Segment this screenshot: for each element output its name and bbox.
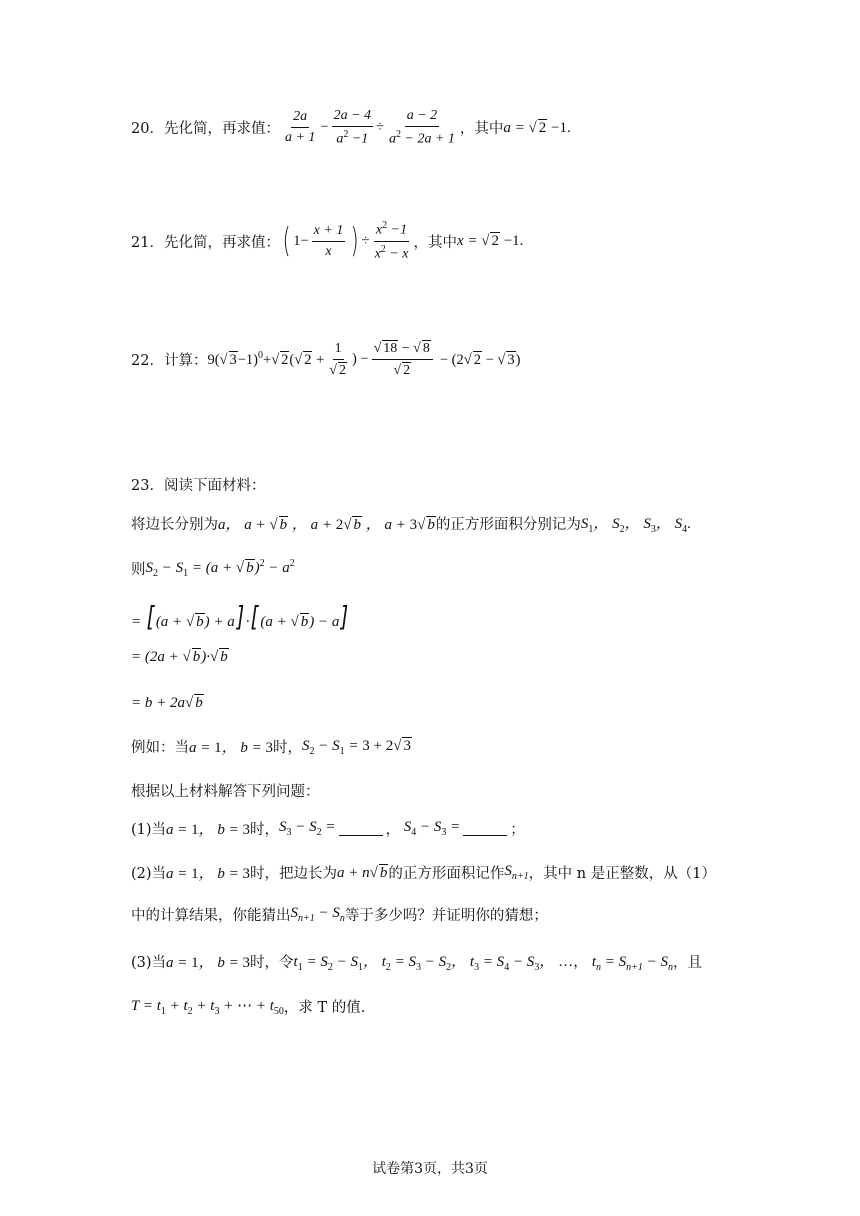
q23-p2-line2-b: 等于多少吗？并证明你的猜想； xyxy=(344,908,548,924)
q23-then: 则 xyxy=(131,562,146,578)
q23-step4: = b + 2a√ b xyxy=(131,695,203,711)
q23-example-when: 时， xyxy=(273,740,302,756)
q23-part2-line2: 中的计算结果，你能猜出 $S_{n+1} - S_n$ 等于多少吗？并证明你的猜想； xyxy=(131,905,548,924)
q23-p3-when: 时，令 xyxy=(250,955,294,971)
q23-line1-prefix: 将边长分别为 xyxy=(131,517,218,533)
q23-answer-intro: 根据以上材料解答下列问题： xyxy=(131,784,320,800)
q22-fraction-1: $\frac{1}{√ 2}$ xyxy=(329,340,346,378)
q20-prefix: 20．先化简，再求值： xyxy=(131,121,280,138)
question-22: 22．计算： 9(√ 3−1)$^0$+√ 2(√ 2 + $\frac{1}{√ 2}$ ) − $\frac{√ 18 - √ 8}{√ 2}$ − (2√ 2 − √ 3) xyxy=(131,340,521,378)
answer-blank-2[interactable] xyxy=(463,821,507,836)
q21-condition: x = √ 2 −1. xyxy=(456,233,524,250)
q23-part2-line1: (2)当 a = 1， b = 3 时，把边长为 a + n√ b 的正方形面积记作 $S_{n+1}$ ，其中 n 是正整数，从（1） xyxy=(131,863,716,882)
q23-p2-mid: 的正方形面积记作 xyxy=(388,866,505,882)
q22-prefix: 22．计算： xyxy=(131,353,208,369)
q23-p3-and: ，且 xyxy=(673,955,703,971)
q21-fraction-2: $\frac{x^2 -1}{x^2 - x}$ xyxy=(374,220,409,262)
answer-blank-1[interactable] xyxy=(339,821,383,836)
q20-fraction-1: $\frac{2a}{a + 1}$ xyxy=(284,109,316,146)
q21-middle: ，其中 xyxy=(413,234,457,251)
q23-p2-when: 时，把边长为 xyxy=(250,866,338,882)
q23-part3-line1: (3)当 a = 1， b = 3 时，令 $t_1 = S_2 - S_1$， $t_2 = S_3 - S_2$， $t_3 = S_4 - S_3$， …， $t_n = S_{n+1} - S_n$ ，且 xyxy=(131,950,702,973)
q22-expression: 9(√ 3−1)$^0$+√ 2(√ 2 + xyxy=(207,350,325,368)
q23-p2-tail: ，其中 n 是正整数，从（1） xyxy=(528,866,716,882)
q23-step3: = (2a + √ b)·√ b xyxy=(131,649,228,665)
q23-part3-line2: $T = t_1 + t_2 + t_3$ + ⋯ + $t_{50}$ ，求 T 的值. xyxy=(131,998,366,1017)
q20-fraction-2: $\frac{2a - 4}{a^2 -1}$ xyxy=(333,108,372,147)
q20-condition: a = √ 2 −1. xyxy=(503,119,571,136)
q23-example: 例如：当 a = 1， b = 3 时， $S_2 - S_1 = 3 + 2√$ 3 xyxy=(131,737,411,757)
q20-fraction-3: $\frac{a - 2}{a^2 - 2a + 1}$ xyxy=(389,108,455,147)
q23-p3-line2-tail: ，求 T 的值. xyxy=(283,1000,366,1016)
q23-step2: = [ (a + √ b) + a] ·[ (a + √ b) − a] xyxy=(131,600,349,633)
q23-example-prefix: 例如：当 xyxy=(131,740,189,756)
q22-fraction-2: $\frac{√ 18 - √ 8}{√ 2}$ xyxy=(372,340,433,379)
q23-p1-when: 时， xyxy=(250,822,280,838)
question-20: 20．先化简，再求值： $\frac{2a}{a + 1}$ − $\frac{2a - 4}{a^2 -1}$ ÷ $\frac{a - 2}{a^2 - 2a + 1}$ ，其中 a = √ 2 −1. xyxy=(131,108,571,147)
q23-part1: (1)当 a = 1， b = 3 时， $S_3 - S_2$ = ， $S_4 - S_3$ = ； xyxy=(131,819,525,838)
q20-middle: ，其中 xyxy=(459,121,504,138)
q23-p1-prefix: (1)当 xyxy=(131,822,167,838)
q23-p2-line2-a: 中的计算结果，你能猜出 xyxy=(131,908,291,924)
page-footer: 试卷第3页，共3页 xyxy=(372,1161,488,1177)
q23-step1: 则 $S_2 - S_1 = (a$ + √ $b)^2 - a^2$ xyxy=(131,558,295,579)
q23-line1: 将边长分别为 a， a + √ b ， a + 2√ b ， a + 3√ b 的正方形面积分别记为 $S_1$， $S_2$， $S_3$， $S_4$. xyxy=(131,512,691,535)
q23-line1-mid: 的正方形面积分别记为 xyxy=(435,517,581,533)
question-21: 21．先化简，再求值： ( 1− $\frac{x + 1}{x}$ ) ÷ $\frac{x^2 -1}{x^2 - x}$ ，其中 x = √ 2 −1. xyxy=(131,220,524,262)
q21-fraction-1: $\frac{x + 1}{x}$ xyxy=(313,222,344,259)
q23-p3-prefix: (3)当 xyxy=(131,955,167,971)
q21-prefix: 21．先化简，再求值： xyxy=(131,234,280,251)
q23-title: 23．阅读下面材料： xyxy=(131,478,266,494)
q23-p2-prefix: (2)当 xyxy=(131,866,167,882)
